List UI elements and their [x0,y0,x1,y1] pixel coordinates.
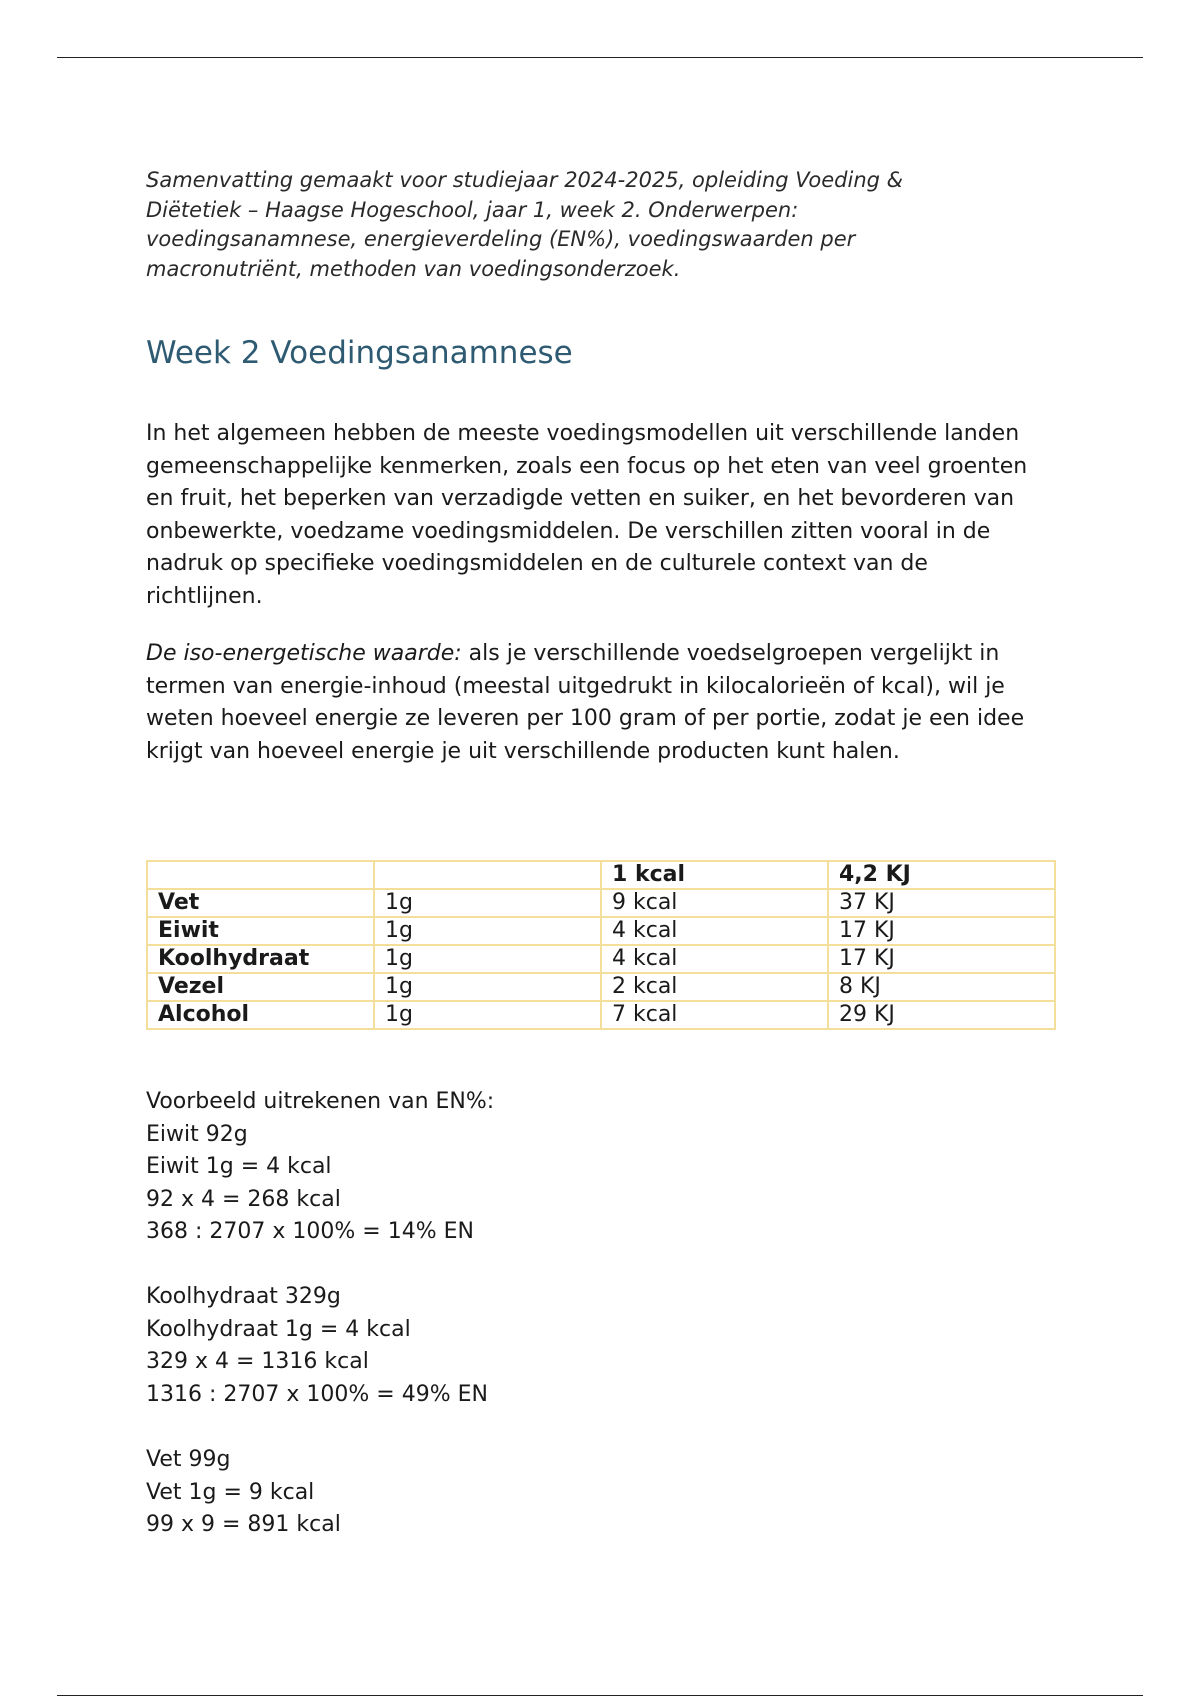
calc-line: Voorbeeld uitrekenen van EN%: [146,1089,495,1114]
calc-line: 368 : 2707 x 100% = 14% EN [146,1219,474,1244]
nutrient-kcal: 9 kcal [601,889,828,917]
nutrient-kj: 17 KJ [828,945,1055,973]
nutrient-kj: 17 KJ [828,917,1055,945]
calc-line: Koolhydraat 329g [146,1284,341,1309]
calculation-vet [146,1444,746,1542]
nutrient-amount: 1g [374,973,601,1001]
calc-line: 92 x 4 = 268 kcal [146,1186,341,1212]
nutrient-amount: 1g [374,1001,601,1029]
table-row [147,917,1055,945]
table-header-cell [147,861,374,889]
nutrient-amount: 1g [374,889,601,917]
nutrient-kcal: 7 kcal [601,1001,828,1029]
table-row [147,973,1055,1001]
nutrient-kj: 8 KJ [828,973,1055,1001]
calc-line: Eiwit 1g = 4 kcal [146,1154,332,1179]
nutrient-name: Eiwit [147,917,374,945]
intro-summary: Samenvatting gemaakt voor studiejaar 2024-2025, opleiding Voeding & Diëtetiek – Haagse Hogeschool, jaar 1, week 2. Onderwerpen: voedingsanamnese, energieverdeling (EN%), voedingswaarden per macronutriënt, methoden van voedingsonderzoek. [146,168,904,281]
energy-table [146,860,1056,1030]
table-row [147,945,1055,973]
nutrient-name: Alcohol [147,1001,374,1029]
calc-line: 329 x 4 = 1316 kcal [146,1349,369,1374]
table-header-kcal: 1 kcal [601,861,828,889]
nutrient-kcal: 2 kcal [601,973,828,1001]
nutrient-name: Koolhydraat [147,945,374,973]
table-header-cell [374,861,601,889]
calc-line: Vet 99g [146,1447,231,1472]
calc-line: 1316 : 2707 x 100% = 49% EN [146,1381,488,1407]
paragraph-voedingsmodellen: In het algemeen hebben de meeste voedingsmodellen uit verschillende landen gemeenschappelijke kenmerken, zoals een focus op het eten van veel groenten en fruit, het beperken van verzadigde vetten en suiker, en het bevorderen van onbewerkte, voedzame voedingsmiddelen. De verschillen zitten vooral in de nadruk op specifieke voedingsmiddelen en de culturele context van de richtlijnen. [146,421,1028,609]
nutrient-name: Vet [147,889,374,917]
table-header-kj: 4,2 KJ [828,861,1055,889]
calculation-koolhydraat [146,1281,746,1411]
table-row [147,1001,1055,1029]
table-row [147,889,1055,917]
paragraph-iso-energetisch [146,638,1046,768]
bottom-rule [57,1695,1143,1696]
calc-line: Vet 1g = 9 kcal [146,1479,315,1505]
term-iso-energetische-waarde: De iso-energetische waarde: [146,641,462,666]
top-rule [57,57,1143,58]
calc-line: Eiwit 92g [146,1121,248,1147]
calculation-eiwit [146,1086,746,1249]
nutrient-amount: 1g [374,917,601,945]
nutrient-amount: 1g [374,945,601,973]
paragraph-iso-text: als je verschillende voedselgroepen vergelijkt in termen van energie-inhoud (meestal uitgedrukt in kilocalorieën of kcal), wil je weten hoeveel energie ze leveren per 100 gram of per portie, zodat je een idee krijgt van hoeveel energie je uit verschillende producten kunt halen. [146,641,1025,764]
calc-line: Koolhydraat 1g = 4 kcal [146,1316,411,1342]
nutrient-kcal: 4 kcal [601,917,828,945]
calc-line: 99 x 9 = 891 kcal [146,1512,341,1537]
page-title: Week 2 Voedingsanamnese [146,335,573,371]
nutrient-kj: 37 KJ [828,889,1055,917]
nutrient-kcal: 4 kcal [601,945,828,973]
table-header-row [147,861,1055,889]
nutrient-kj: 29 KJ [828,1001,1055,1029]
nutrient-name: Vezel [147,973,374,1001]
